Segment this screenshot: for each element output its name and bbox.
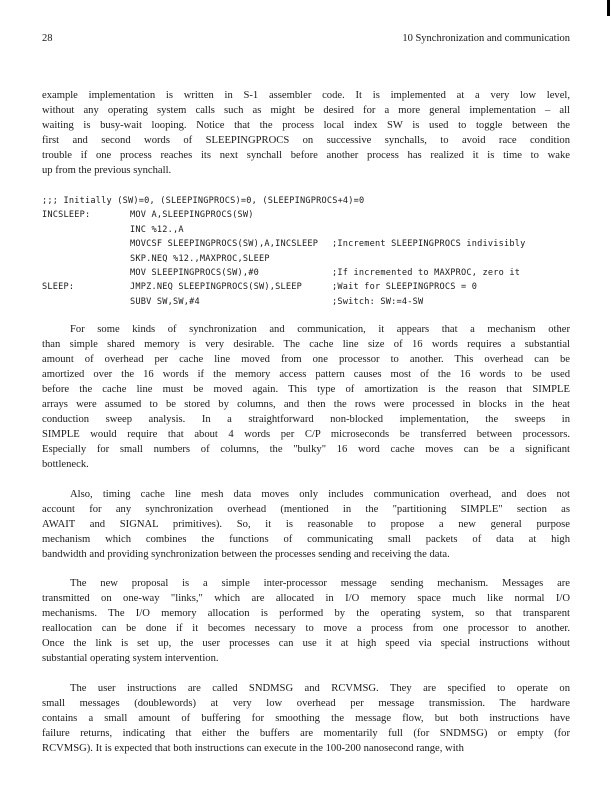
paragraph-line: transmitted on one-way "links," which are allocated in I/O memory space much like normal I/O xyxy=(42,593,570,604)
paragraph-line: SIMPLE would require that about 4 words per C/P microseconds be transferred between processors. xyxy=(42,429,570,440)
paragraph-line: before the cache line must be moved again. This type of amortization is the reason that SIMPLE xyxy=(42,384,570,395)
body-paragraph xyxy=(42,487,570,562)
paragraph-line: AWAIT and SIGNAL primitives). So, it is reasonable to propose a new general purpose xyxy=(42,519,570,530)
paragraph-line: mechanisms. The I/O memory allocation is performed by the operating system, so that transparent xyxy=(42,608,570,619)
paragraph-line: Especially for small numbers of columns, the "bulky" 16 word cache moves can be a significant xyxy=(42,444,570,455)
paragraph-line: up from the previous synchall. xyxy=(42,165,172,176)
code-instruction: MOV A,SLEEPINGPROCS(SW) xyxy=(130,210,254,221)
paragraph-line: Also, timing cache line mesh data moves only includes communication overhead, and does not xyxy=(70,489,570,500)
paragraph-line: The user instructions are called SNDMSG and RCVMSG. They are specified to operate on xyxy=(70,683,570,694)
paragraph-line: than simple shared memory is very desirable. The cache line size of 16 words requires a substantial xyxy=(42,339,570,350)
code-instruction: MOV SLEEPINGPROCS(SW),#0 xyxy=(130,267,259,278)
paragraph-line: waiting is busy-wait looping. Notice that the process local index SW is used to toggle between the xyxy=(42,120,570,131)
paragraph-line: without any operating system calls such as might be desired for a more general implementation – all xyxy=(42,105,570,116)
code-instruction: JMPZ.NEQ SLEEPINGPROCS(SW),SLEEP xyxy=(130,282,302,293)
code-comment: ;If incremented to MAXPROC, zero it xyxy=(332,267,521,278)
body-paragraph xyxy=(42,681,570,756)
code-instruction: SUBV SW,SW,#4 xyxy=(130,296,200,307)
paragraph-line: RCVMSG). It is expected that both instructions can execute in the 100-200 nanosecond range, with xyxy=(42,743,464,754)
paragraph-line: bandwidth and providing synchronization between the processes sending and receiving the data. xyxy=(42,549,450,560)
code-label: SLEEP: xyxy=(42,282,75,293)
paragraph-line: bottleneck. xyxy=(42,459,89,470)
paragraph-line: failure returns, indicating that either the buffers are momentarily full (for SNDMSG) or empty (for xyxy=(42,728,570,739)
paragraph-line: substantial operating system intervention. xyxy=(42,653,219,664)
paragraph-line: first and second words of SLEEPINGPROCS on successive synchalls, to avoid race condition xyxy=(42,135,570,146)
paragraph-line: example implementation is written in S-1 assembler code. It is implemented at a very low level, xyxy=(42,90,570,101)
paragraph-line: reallocation can be done if it becomes necessary to move a process from one processor to another. xyxy=(42,623,570,634)
paragraph-line: small messages (doublewords) at very low overhead per message transmission. The hardware xyxy=(42,698,570,709)
body-paragraph xyxy=(42,88,570,178)
body-paragraph xyxy=(42,576,570,666)
code-comment: ;Wait for SLEEPINGPROCS = 0 xyxy=(332,282,478,293)
paragraph-line: arrays were assumed to be stored by columns, and then the rows were processed in blocks in the heat xyxy=(42,399,570,410)
paragraph-line: amortized over the 16 words if the memory access pattern causes most of the 16 words to be used xyxy=(42,369,570,380)
code-label: INCSLEEP: xyxy=(42,210,91,221)
code-instruction: MOVCSF SLEEPINGPROCS(SW),A,INCSLEEP xyxy=(130,239,319,250)
code-comment: ;Switch: SW:=4-SW xyxy=(332,296,424,307)
page-number: 28 xyxy=(42,33,53,44)
paragraph-line: amount of overhead per cache line moved from one processor to another. This overhead can be xyxy=(42,354,570,365)
paragraph-line: trouble if one process reaches its next synchall before another process has realized it is time to wake xyxy=(42,150,570,161)
paragraph-line: account for any synchronization overhead (mentioned in the "partitioning SIMPLE" section as xyxy=(42,504,570,515)
paragraph-line: conduction sweep analysis. In a straightforward non-blocked implementation, the sweeps in xyxy=(42,414,570,425)
body-paragraph xyxy=(42,322,570,472)
scan-edge-mark xyxy=(607,0,610,16)
code-comment: ;Increment SLEEPINGPROCS indivisibly xyxy=(332,239,526,250)
code-instruction: SKP.NEQ %12.,MAXPROC,SLEEP xyxy=(130,253,270,264)
code-label: ;;; Initially (SW)=0, (SLEEPINGPROCS)=0, (SLEEPINGPROCS+4)=0 xyxy=(42,196,365,206)
chapter-title: 10 Synchronization and communication xyxy=(402,33,570,44)
code-instruction: INC %12.,A xyxy=(130,224,184,235)
paragraph-line: mechanism which combines the functions of communicating small packets of data at high xyxy=(42,534,570,545)
paragraph-line: Once the link is set up, the user processes can use it at high speed via special instructions without xyxy=(42,638,570,649)
paragraph-line: contains a small amount of buffering for smoothing the message flow, but both instructions have xyxy=(42,713,570,724)
paragraph-line: For some kinds of synchronization and communication, it appears that a mechanism other xyxy=(70,324,570,335)
paragraph-line: The new proposal is a simple inter-processor message sending mechanism. Messages are xyxy=(70,578,570,589)
